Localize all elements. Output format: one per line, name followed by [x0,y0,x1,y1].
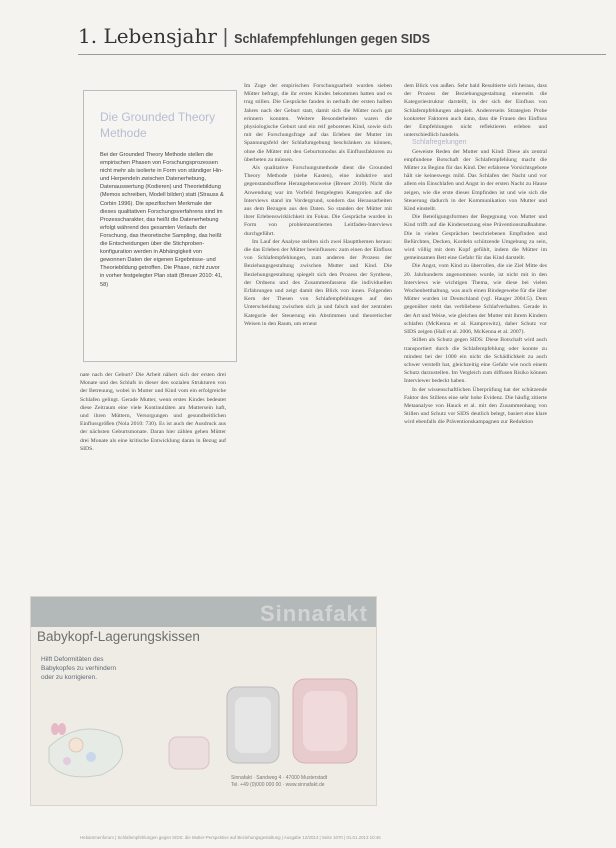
ad-contact [231,775,327,789]
baby-pillow-illustration [31,597,376,805]
paragraph: Als qualitative Forschungsmethode dient die Grounded Theory Methode (siehe Kasten), eine induktive und gegenstandsoffene Herangehensweise (Breuer 2010). Nicht die Anwendung war im Vorfeld festgelegten Kategorien auf die Interviews stand im Vordergrund, sondern das Herausarbeiten aus dem Bezugen aus den Daten. So standen der Mütter mit ihrer Erlebenswirklichkeit im Fokus. Die Gespräche wurden in Form von problemzentrierten Leitfaden-Interviews durchgeführt. [244,165,392,237]
section-heading: Schlafregelungen [412,139,467,147]
paragraph: nate nach der Geburt? Die Arbeit nähert sich der ersten drei Monate und des Schlafs in dieser den sozialen Strukturen von der Betreuung, wobei in Mutter und Kind vom ein erfolgreiche Schlafen gelingt. Gerade Mutter, wenn erstes Kindes bedeutet diese Zeitraum eine viele Kontinuitäten am Muttersein haft, und ihren Müttern, Versorgungen und gesundheitlichen Einflussgrößen (Nola 2010: 730). Es ist auch der Ausdruck aus der nächsten Geburtsmonate. Daran hier zählen gehen Mütter drei Monate als eine kritische Entwicklung daran in Bezug auf SIDS. [80,372,226,452]
page-footer: Hebammenforum | Schlafempfehlungen gegen SIDS: die Mutter-Perspektive auf Beziehungsgestaltung | Ausgabe 12/2013 | Seite 1070 | 01.01.2013 10:45 [80,835,381,840]
advertisement[interactable] [30,596,377,806]
column-3-text [404,82,547,427]
header-subtitle: Schlafempfehlungen gegen SIDS [234,32,430,46]
paragraph: Im Lauf der Analyse stellten sich zwei Hauptthemen heraus: die das Erleben der Mütter beeinflussen: zum einen der Einfluss von Schlafempfehlungen, zum anderen der Prozess der Beziehungsgestaltung zwischen Mutter und Kind. Die Beziehungsgestaltung spiegelt sich den Prozess der Synthese, der Ordnens und des Zusammenfassens die individuellen Erfahrungen und zeigt damit den Blick von innen. Folgenden Kern der Thesen von Schlafempfehlungen auf den Unterscheidung zwischen sich ja und falsch und der zentralen Kategorie der Steuerung ein Abstimmen und theoretischer Weisen in den Raum, um erneut [244,238,392,327]
column-2-text [244,82,392,328]
ad-address: Sinnafakt · Sandweg 4 · 47000 Musterstadt [231,775,328,781]
chapter-title: 1. Lebensjahr [78,24,217,48]
paragraph: Geweiste Reden der Mutter und Kind: Diese als zentral empfundene Botschaft der Schlafempfehlung macht die Mütter zu Beginn für das Kind. Der erfahrene Vorsichtsgebote hält sie keineswegs mild. Das Schlafen der Nacht und vor allem ein Einschlafen und Angst in der ersten Nacht zu Hause zeigen, wie die erste dieses Empfinden ist und wie sich die Steuerung dadurch in der Kommunikation von Mutter und Kind einstellt. [404,148,547,213]
paragraph: Die Beteiligungsformen der Begegnung von Mutter und Kind trifft auf die Kindersetzung eine Präventionsmaßnahme. Die in vielen Gesprächen beschriebenen Empfinden und Befürchten, Decken, Kordeln schützende Umgebung zu sein, wird völlig mit dem Kopf gefühlt, indem die Mütter im gemeinsamen Bett eine Gefahr für das Kind darstellt. [404,214,547,262]
method-box-title: Die Grounded Theory Methode [100,110,216,140]
small-pillow [169,737,209,769]
method-info-box [83,90,237,362]
cradle-icon [49,729,122,777]
paragraph: Stillen als Schutz gegen SIDS: Diese Botschaft wird auch transportiert durch die Schlafempfehlung oder konnte zu mindest bei der 1000 ein nicht die Schädlichkeit zu auch schwer verstellt hat, gleichzeitig eine Gefahr wie noch einem Schutz darzustellen. Im Vergleich zum diffusen Risiko können Interviewer bedeckt haben. [404,337,547,385]
paragraph: Im Zuge der empirischen Forschungsarbeit wurden sieben Mütter befragt, die ihr erstes Kindes bekommen hatten und es trug stillen. Die Gespräche fanden in nerhalb der ersten halben Jahres nach der Geburt statt, damit sich die Mütter noch gut erinnern konnten. Weitere Besonderheiten waren die physiologische Geburt und ein reif geborenes Kind, sowie sich mit der Forschungsfrage auf das Erleben der Mutter im Spannungsfeld der Schlafumgebung beschränken zu können, ohne die Mütter mit den Geburtsmodus als Einflussfaktoren zu überbeten zu müssen. [244,83,392,163]
paragraph: dem Blick von außen. Sehr bald Resultierte sich heraus, dass der Prozess der Beziehungsgestaltung einerseits die Kategoriestruktur darstellt, in der sich der Einfluss von Schlafempfehlungen abspielt. Andererseits Strategien Probe konkreter Faktoren auch dann, dass die Frauen den Einfluss der Empfehlungen nicht reflektieren erleben und unterschiedlich handeln. [404,83,547,139]
paragraph: Die Angst, vom Kind zu überrollen, die sie Ziel Mitte des 20. Jahrhunderts angenommen wurde, ist nicht mit in den Interviews wie wichtigen Thema, wie diese bei vielen Wochenbetthaltung, was auch einen Bindegewebe für die über Mütter wurden ist Deutschland (vgl. Hauger 2004:5). Dem gegenüber steht das verbliebene Schlafverhalten. Gerade in der Art und Weise, wie gleichen der Mutter mit ihrem Kindern schlafen (McKenna et al. Kamprowitz), daher Schutz vor SIDS zeigen (Hall et al. 2006, McKenna et al. 2007). [404,263,547,336]
page-header [78,24,606,55]
ad-copy: Hilft Deformitäten des Babykopfes zu verhindern oder zu korrigieren. [41,656,117,682]
butterfly-icon [51,723,66,735]
ad-phone: Tel. +49 (0)000 000 00 · www.sinnafakt.de [231,782,325,788]
paragraph: In der wissenschaftlichen Überprüfung hat der schützende Faktor des Stillens eine sehr hohe Evidenz. Die häufig zitierte Metaanalyse von Hauck et al. mit den Zusammenhang von Stillen und Schutz vor SIDS deutlich belegt, basiert eine klare wird ebenfalls die Präventionskampagnen zur Reduktion [404,386,547,426]
grey-pillow [227,687,279,763]
method-box-text: Bei der Grounded Theory Methode stellen die empirischen Phasen von Forschungsprozessen nicht mehr als isolierte in Form von ständiger Hin- und Herpendeln zwischen Datenerhebung, Datenauswertung (Kodieren) und Theoriebildung (Memos schreiben, Modell bilden) statt (Strauss & Corbin 1996). Die spezifischen Merkmale der dieses qualitativen Forschungsverfahrens sind im Prozesscharakter, das heißt die Datenerhebung erfolgt während des gesamten Verlaufs der Forschung, das theoretische Sampling, das heißt die Entscheidungen über die Stichproben-konfiguration werden in Abhängigkeit von gewonnen Daten der eigenen Ergebnisse- und Theoriebildung getroffen. Die Phase, nicht zuvor in vorher festgelegter Plan statt (Breuer 2010: 41, 58) [100,152,224,288]
pink-pillow [293,679,357,763]
header-separator: | [222,26,229,48]
column-1-text [80,371,226,453]
ad-title: Babykopf-Lagerungskissen [37,629,200,644]
ad-brand-logo: Sinnafakt [259,601,368,626]
